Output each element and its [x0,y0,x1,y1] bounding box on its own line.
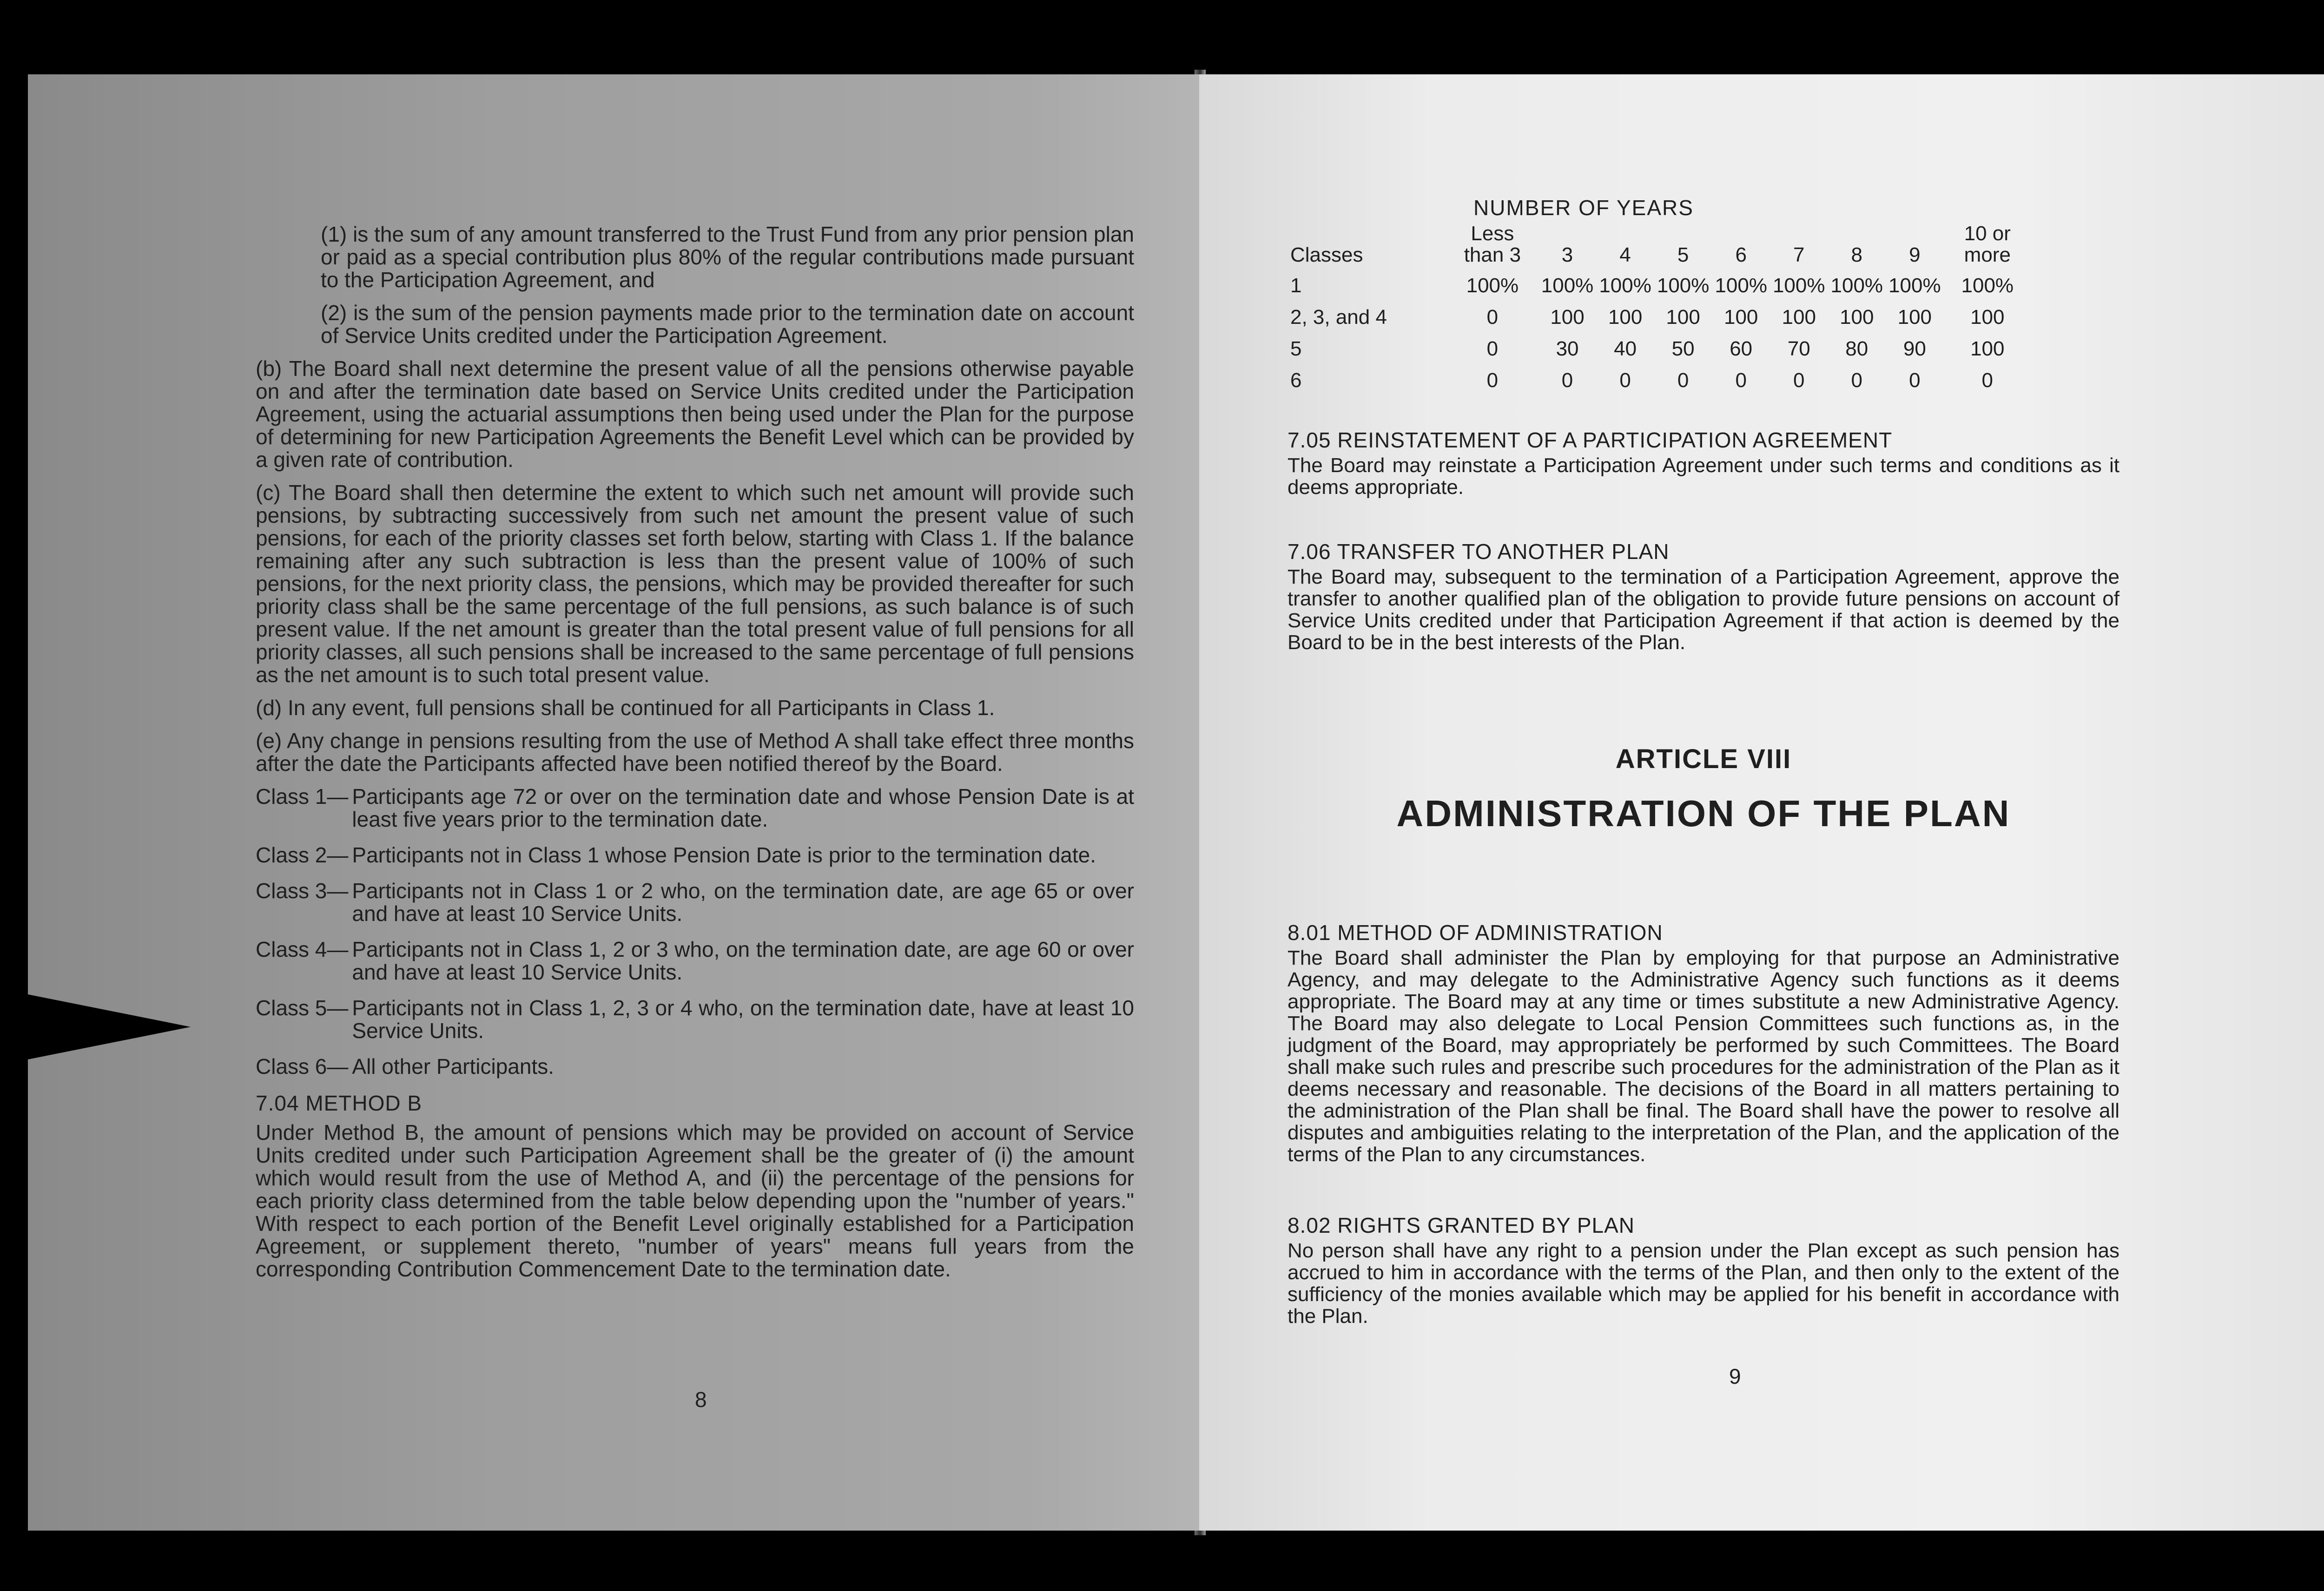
table-cell: 5 [1290,337,1302,360]
table-cell: 100% [1466,274,1519,297]
table-cell: 0 [1677,369,1689,392]
table-row [1287,302,2031,334]
section-heading-8-02: 8.02 RIGHTS GRANTED BY PLAN [1287,1213,1635,1237]
class-item [256,997,1134,1042]
table-cell: 100 [1970,306,2005,329]
section-heading-8-01: 8.01 METHOD OF ADMINISTRATION [1287,920,1663,945]
method-b-text: Under Method B, the amount of pensions which may be provided on account of Service Units credited under such Participation Agreement shall be the greater of (i) the amount which would result from the use of Method A, and (ii) the percentage of the pensions for each priority class determined from the table below depending upon the "number of years." With respect to each portion of the Benefit Level originally established for a Participation Agreement, or supplement thereto, "number of years" means full years from the corresponding Contribution Commencement Date to the termination date. [256,1120,1134,1281]
table-cell: 100 [1550,306,1585,329]
class-text: Participants not in Class 1 whose Pension Date is prior to the termination date. [352,843,1096,867]
table-cell: 1 [1290,274,1302,297]
table-header-cell: 7 [1793,243,1805,266]
left-page [28,74,1199,1531]
table-cell: 100 [1608,306,1643,329]
class-key: Class 5— [256,996,349,1020]
page-number-right: 9 [1729,1364,1741,1388]
left-page-body [256,223,1134,1291]
table-row [1287,365,2031,397]
table-cell: 0 [1793,369,1805,392]
table-header-cell: 6 [1735,243,1747,266]
table-header-cell: Classes [1290,243,1363,266]
paragraph-e: (e) Any change in pensions resulting from the use of Method A shall take effect three months after the date the Participants affected have been notified thereof by the Board. [256,729,1134,776]
table-cell: 100% [1541,274,1594,297]
class-key: Class 4— [256,937,349,961]
table-cell: 100% [1715,274,1767,297]
table-cell: 0 [1486,337,1499,360]
class-item [256,880,1134,925]
article-title: ADMINISTRATION OF THE PLAN [1396,793,2011,834]
class-text: All other Participants. [352,1054,555,1078]
section-text-7-06: The Board may, subsequent to the termination of a Participation Agreement, approve the transfer to another qualified plan of the obligation to provide future pensions on account of Service Units credited under that Participation Agreement if that action is deemed by the Board to be in the best interests of the Plan. [1287,565,2119,654]
section-8-01 [1287,920,2119,1165]
class-text: Participants age 72 or over on the termination date and whose Pension Date is at least five years prior to the termination date. [352,784,1134,831]
table-header-cell: Less than 3 [1464,222,1521,266]
article-number: ARTICLE VIII [1615,744,1792,774]
intro-clause-1: (1) is the sum of any amount transferred to the Trust Fund from any prior pension plan or paid as a special contribution plus 80% of the regular contributions made pursuant to the Participation Agreement, and [321,222,1134,292]
table-cell: 0 [1561,369,1573,392]
table-cell: 100 [1782,306,1816,329]
table-cell: 100% [1888,274,1941,297]
class-key: Class 3— [256,879,349,903]
class-key: Class 6— [256,1054,349,1078]
table-row [1287,270,2031,302]
intro-clause-2: (2) is the sum of the pension payments made prior to the termination date on account of Service Units credited under the Participation Agreement. [321,301,1134,348]
section-8-02 [1287,1213,2119,1327]
table-cell: 50 [1671,337,1695,360]
class-text: Participants not in Class 1, 2 or 3 who, on the termination date, are age 60 or over and have at least 10 Service Units. [352,937,1134,984]
table-header-cell: 5 [1677,243,1689,266]
section-text-8-02: No person shall have any right to a pension under the Plan except as such pension has accrued to him in accordance with the terms of the Plan, and then only to the extent of the sufficiency of the monies available which may be applied for his benefit in accordance with the Plan. [1287,1239,2119,1328]
table-cell: 100% [1830,274,1883,297]
table-cell: 100 [1840,306,1874,329]
table-header-cell: 8 [1851,243,1863,266]
page-tab-notch [28,994,191,1059]
paragraph-b: (b) The Board shall next determine the present value of all the pensions otherwise payable on and after the termination date based on Service Units credited under the Participation Agreement, using the actuarial assumptions then being used under the Plan for the purpose of determining for new Participation Agreements the Benefit Level which can be provided by a given rate of contribution. [256,356,1134,472]
section-7-05 [1287,427,2119,498]
table-cell: 6 [1290,369,1302,392]
table-header-cell: 3 [1561,243,1573,266]
class-text: Participants not in Class 1 or 2 who, on the termination date, are age 65 or over and have at least 10 Service Units. [352,879,1134,926]
class-item [256,844,1134,867]
class-text: Participants not in Class 1, 2, 3 or 4 who, on the termination date, have at least 10 Service Units. [352,996,1134,1043]
table-header-cell: 9 [1909,243,1921,266]
years-table [1287,223,2031,397]
table-header-cell: 4 [1619,243,1631,266]
table-cell: 100 [1897,306,1932,329]
class-item [256,938,1134,984]
table-cell: 100 [1666,306,1700,329]
section-heading-7-04: 7.04 METHOD B [256,1091,423,1115]
table-cell: 0 [1735,369,1747,392]
section-7-06 [1287,539,2119,653]
table-cell: 30 [1556,337,1579,360]
section-heading-7-06: 7.06 TRANSFER TO ANOTHER PLAN [1287,539,1670,564]
table-cell: 100% [1599,274,1651,297]
table-cell: 100% [1657,274,1710,297]
class-item [256,1055,1134,1078]
paragraph-d: (d) In any event, full pensions shall be continued for all Participants in Class 1. [256,696,995,720]
table-header-row [1287,223,2031,270]
table-cell: 100% [1772,274,1825,297]
class-item [256,785,1134,831]
table-cell: 0 [1909,369,1921,392]
table-cell: 70 [1787,337,1810,360]
table-cell: 2, 3, and 4 [1290,306,1387,329]
table-header-cell: 10 or more [1964,222,2011,266]
table-cell: 80 [1845,337,1868,360]
table-cell: 100 [1723,306,1758,329]
page-number-left: 8 [695,1387,707,1412]
table-cell: 0 [1981,369,1994,392]
table-cell: 0 [1619,369,1631,392]
section-text-8-01: The Board shall administer the Plan by employing for that purpose an Administrative Agency, and may delegate to the Administrative Agency such functions as it deems appropriate. The Board may at any time or times substitute a new Administrative Agency. The Board may also delegate to Local Pension Committees such functions as, in the judgment of the Board, may appropriately be performed by such Committees. The Board shall make such rules and prescribe such procedures for the administration of the Plan as it deems necessary and reasonable. The decisions of the Board in all matters pertaining to the administration of the Plan shall be final. The Board shall have the power to resolve all disputes and ambiguities relating to the interpretation of the Plan, and the application of the terms of the Plan to any circumstances. [1287,947,2119,1166]
table-cell: 60 [1730,337,1753,360]
table-cell: 0 [1851,369,1863,392]
class-key: Class 2— [256,843,349,867]
class-key: Class 1— [256,784,349,809]
table-cell: 100 [1970,337,2005,360]
table-cell: 0 [1486,306,1499,329]
right-page [1199,74,2324,1531]
section-heading-7-05: 7.05 REINSTATEMENT OF A PARTICIPATION AGREEMENT [1287,428,1893,452]
section-text-7-05: The Board may reinstate a Participation Agreement under such terms and conditions as it deems appropriate. [1287,454,2119,499]
table-cell: 90 [1903,337,1926,360]
table-cell: 40 [1614,337,1637,360]
paragraph-c: (c) The Board shall then determine the extent to which such net amount will provide such pensions, by subtracting successively from such net amount the present value of such pensions, for each of the priority classes set forth below, starting with Class 1. If the balance remaining after any such subtraction is less than the present value of 100% of such pensions, for the next priority class, the pensions, which may be provided thereafter for such priority class shall be the same percentage of the full pensions, as such balance is of such present value. If the net amount is greater than the total present value of full pensions for all priority classes, all such pensions shall be increased to the same percentage of full pensions as the net amount is to such total present value. [256,480,1134,687]
table-title: NUMBER OF YEARS [1473,196,1694,220]
table-row [1287,334,2031,365]
table-cell: 100% [1961,274,2014,297]
table-cell: 0 [1486,369,1499,392]
